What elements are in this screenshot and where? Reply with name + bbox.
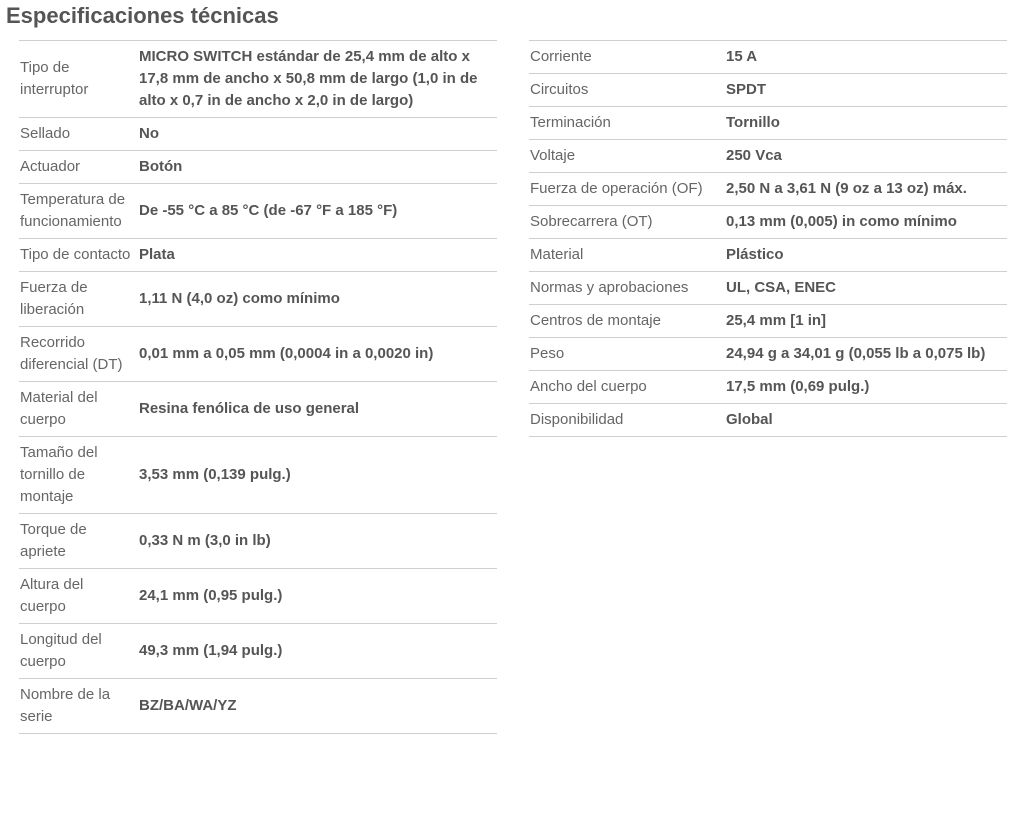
spec-label: Temperatura de funcionamiento [20, 191, 126, 230]
spec-row [19, 514, 497, 569]
spec-label: Ancho del cuerpo [530, 378, 647, 395]
spec-label: Circuitos [530, 81, 589, 98]
spec-label: Tamaño del tornillo de montaje [20, 444, 98, 505]
spec-row [529, 173, 1007, 206]
spec-row [529, 41, 1007, 74]
spec-value: SPDT [726, 81, 767, 98]
spec-label: Tipo de interruptor [20, 59, 89, 98]
spec-row [19, 184, 497, 239]
spec-label: Fuerza de liberación [20, 279, 88, 318]
spec-row [529, 239, 1007, 272]
spec-row [19, 151, 497, 184]
spec-row [529, 404, 1007, 437]
spec-value: 0,33 N m (3,0 in lb) [139, 532, 271, 549]
spec-label: Actuador [20, 158, 81, 175]
spec-value: 1,11 N (4,0 oz) como mínimo [139, 290, 340, 307]
spec-table-right [529, 40, 1007, 437]
spec-label: Altura del cuerpo [20, 576, 84, 615]
spec-table-left [19, 40, 497, 734]
spec-value: No [139, 125, 159, 142]
spec-row [19, 569, 497, 624]
spec-label: Fuerza de operación (OF) [530, 180, 703, 197]
spec-value: 0,01 mm a 0,05 mm (0,0004 in a 0,0020 in) [139, 345, 434, 362]
spec-row [19, 437, 497, 514]
spec-value: Plástico [726, 246, 784, 263]
spec-label: Nombre de la serie [20, 686, 111, 725]
spec-value: 17,5 mm (0,69 pulg.) [726, 378, 870, 395]
spec-row [529, 206, 1007, 239]
spec-value: 24,94 g a 34,01 g (0,055 lb a 0,075 lb) [726, 345, 986, 362]
spec-row [19, 272, 497, 327]
spec-label: Tipo de contacto [20, 246, 131, 263]
spec-value: UL, CSA, ENEC [726, 279, 837, 296]
spec-value: 2,50 N a 3,61 N (9 oz a 13 oz) máx. [726, 180, 967, 197]
spec-value: Tornillo [726, 114, 780, 131]
page-title: Especificaciones técnicas [6, 3, 279, 28]
spec-value: Botón [139, 158, 183, 175]
spec-label: Material [530, 246, 584, 263]
spec-label: Disponibilidad [530, 411, 624, 428]
spec-value: 49,3 mm (1,94 pulg.) [139, 642, 283, 659]
spec-row [19, 327, 497, 382]
spec-label: Torque de apriete [20, 521, 87, 560]
spec-row [529, 305, 1007, 338]
spec-row [529, 272, 1007, 305]
spec-label: Sellado [20, 125, 71, 142]
spec-row [19, 679, 497, 734]
spec-row [529, 107, 1007, 140]
spec-row [529, 140, 1007, 173]
spec-label: Longitud del cuerpo [20, 631, 102, 670]
spec-value: BZ/BA/WA/YZ [139, 697, 237, 714]
spec-value: 15 A [726, 48, 758, 65]
spec-label: Corriente [530, 48, 592, 65]
spec-row [19, 118, 497, 151]
spec-row [529, 74, 1007, 107]
spec-row [19, 239, 497, 272]
spec-label: Sobrecarrera (OT) [530, 213, 653, 230]
spec-value: 0,13 mm (0,005) in como mínimo [726, 213, 957, 230]
spec-value: Resina fenólica de uso general [139, 400, 360, 417]
spec-value: 3,53 mm (0,139 pulg.) [139, 466, 291, 483]
spec-value: Plata [139, 246, 175, 263]
spec-label: Centros de montaje [530, 312, 661, 329]
spec-row [19, 41, 497, 118]
spec-value: 25,4 mm [1 in] [726, 312, 827, 329]
spec-label: Terminación [530, 114, 611, 131]
spec-value: Global [726, 411, 773, 428]
spec-row [529, 338, 1007, 371]
spec-value: 250 Vca [726, 147, 782, 164]
spec-label: Peso [530, 345, 565, 362]
spec-label: Voltaje [530, 147, 576, 164]
spec-value: 24,1 mm (0,95 pulg.) [139, 587, 283, 604]
spec-label: Normas y aprobaciones [530, 279, 689, 296]
spec-label: Recorrido diferencial (DT) [20, 334, 123, 373]
spec-row [19, 624, 497, 679]
spec-row [19, 382, 497, 437]
spec-row [529, 371, 1007, 404]
spec-value: De -55 °C a 85 °C (de -67 °F a 185 °F) [139, 202, 398, 219]
spec-label: Material del cuerpo [20, 389, 98, 428]
spec-value: MICRO SWITCH estándar de 25,4 mm de alto x 17,8 mm de ancho x 50,8 mm de largo (1,0 in de alto x 0,7 in de ancho x 2,0 in de largo) [139, 48, 478, 109]
